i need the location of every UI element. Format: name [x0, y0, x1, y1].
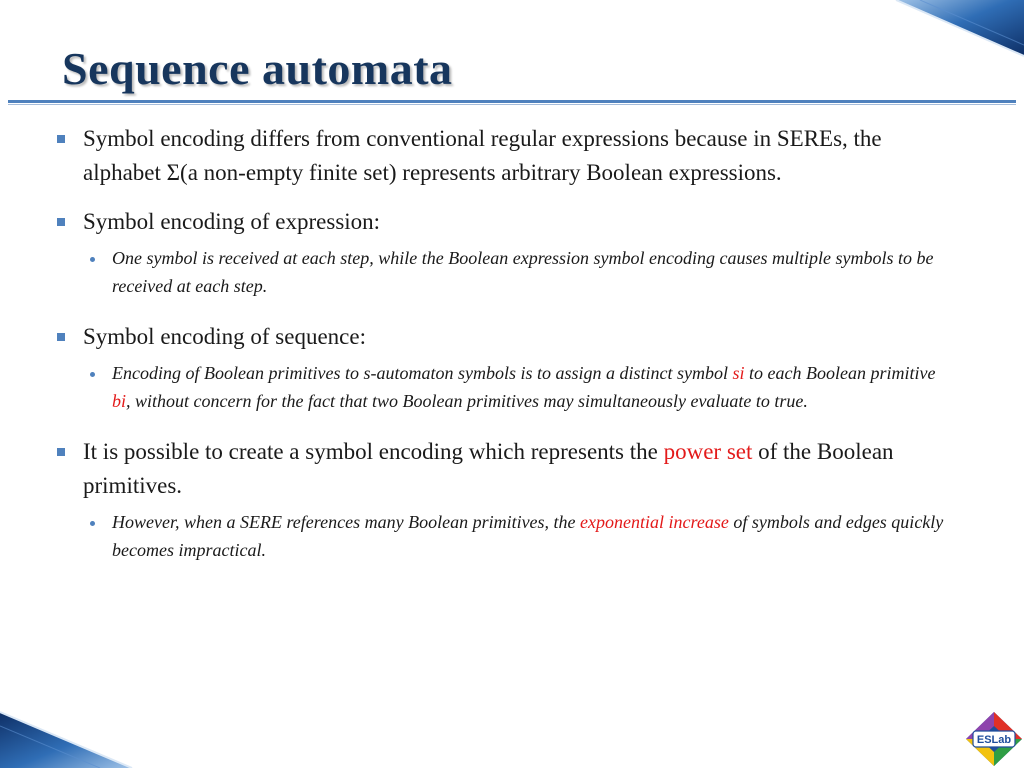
- symbol-si-highlight: si: [732, 363, 745, 383]
- square-bullet-icon: [57, 333, 65, 341]
- bullet-4-sub-text-1: However, when a SERE references many Boolean primitives, the: [112, 512, 581, 532]
- primitive-bi-highlight: bi: [112, 390, 127, 411]
- bullet-2: [56, 205, 956, 239]
- bullet-4-text-2: of the Boolean primitives.: [83, 439, 894, 498]
- dot-bullet-icon: [90, 257, 95, 262]
- square-bullet-icon: [57, 135, 65, 143]
- square-bullet-icon: [57, 448, 65, 456]
- bullet-2-sub: [87, 245, 956, 300]
- bullet-4-text-1: It is possible to create a symbol encoding which represents the: [83, 439, 664, 464]
- bullet-1-text: Symbol encoding differs from conventional regular expressions because in SEREs, the alphabet Σ(a non-empty finite set) represents arbitrary Boolean expressions.: [83, 126, 882, 185]
- power-set-highlight: power set: [663, 439, 753, 464]
- bullet-3-sub-text-3: , without concern for the fact that two Boolean primitives may simultaneously evaluate to true.: [126, 390, 808, 411]
- bullet-2-sub-text: One symbol is received at each step, while the Boolean expression symbol encoding causes multiple symbols to be received at each step.: [112, 248, 934, 296]
- bullet-4: [56, 435, 956, 503]
- slide-title: Sequence automata: [62, 43, 453, 94]
- square-bullet-icon: [57, 218, 65, 226]
- title-underline: [8, 100, 1016, 103]
- corner-decoration-bottom: [0, 708, 140, 768]
- bullet-3-sub: [87, 360, 956, 415]
- logo-text: ESLab: [976, 734, 1012, 746]
- bullet-3-sub-text-1: Encoding of Boolean primitives to s-automaton symbols is to assign a distinct symbol: [112, 363, 733, 383]
- exponential-increase-highlight: exponential increase: [580, 512, 729, 532]
- bullet-2-text: Symbol encoding of expression:: [83, 209, 381, 234]
- corner-decoration-top: [880, 0, 1024, 60]
- bullet-3: [56, 320, 956, 354]
- bullet-4-sub: [87, 509, 956, 564]
- bullet-4-sub-text-2: of symbols and edges quickly becomes impractical.: [112, 512, 944, 560]
- slide-content: [56, 122, 956, 584]
- bullet-3-text: Symbol encoding of sequence:: [83, 324, 366, 349]
- eslab-logo: [964, 710, 1024, 768]
- bullet-3-sub-text-2: to each Boolean primitive: [744, 363, 936, 383]
- dot-bullet-icon: [90, 372, 95, 377]
- dot-bullet-icon: [90, 521, 95, 526]
- bullet-1: [56, 122, 956, 190]
- title-underline-thin: [8, 104, 1016, 105]
